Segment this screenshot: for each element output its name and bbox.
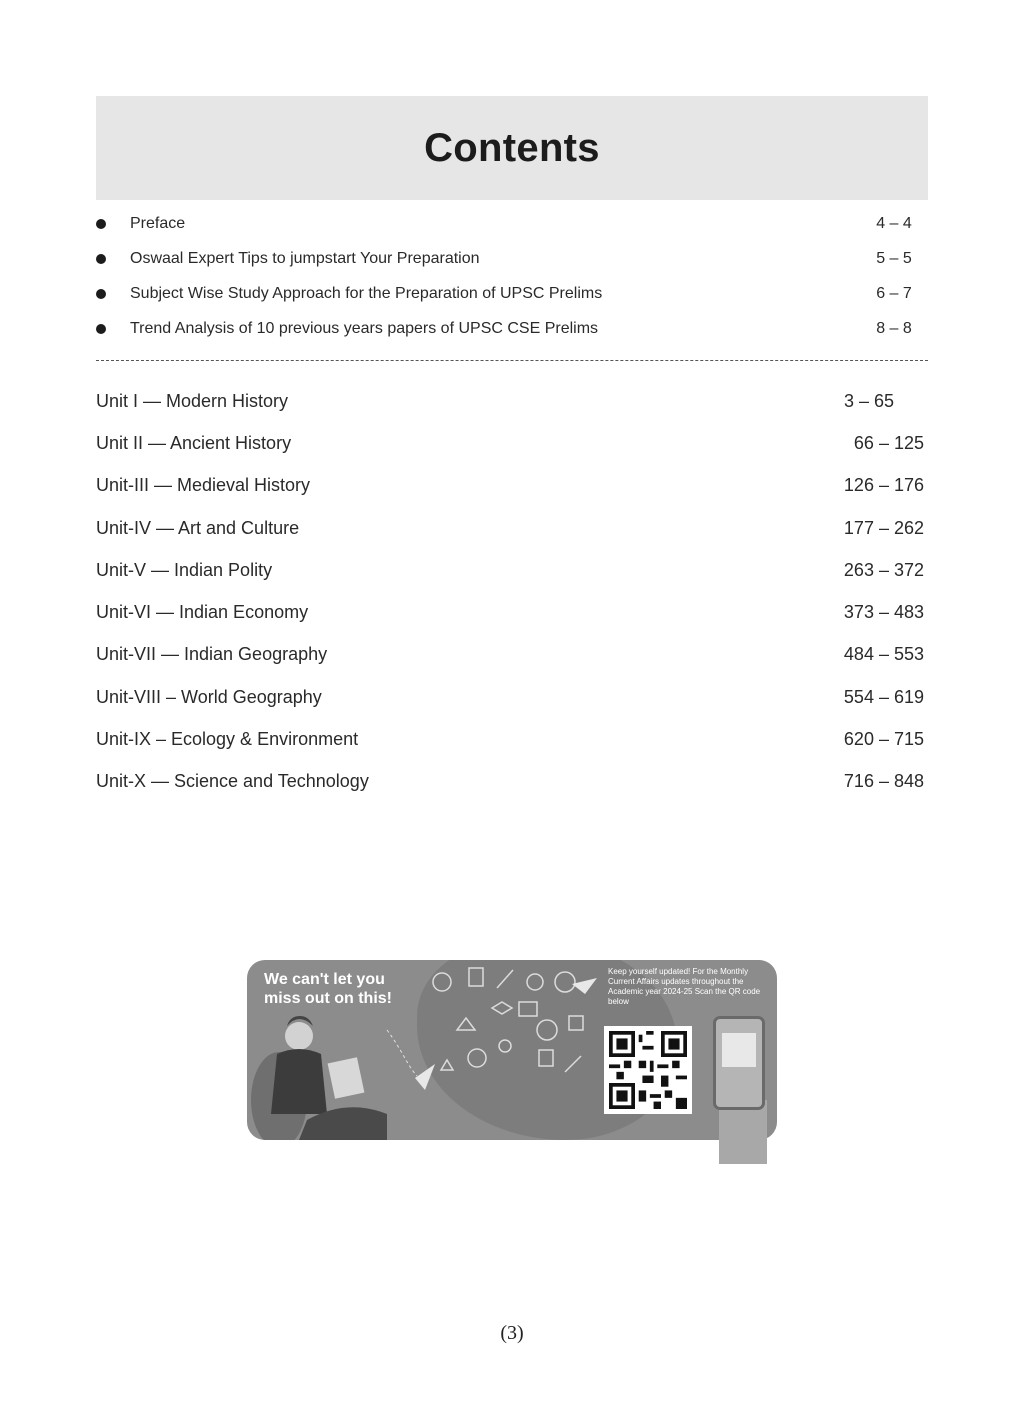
item-pages: 8 – 8	[876, 319, 912, 337]
unit-pages: 620 – 715	[843, 729, 924, 750]
paper-plane-icon	[572, 978, 597, 994]
book-icon	[328, 1057, 365, 1098]
item-title: Preface	[130, 214, 186, 232]
unit-pages: 3 – 65	[843, 390, 895, 411]
person-body	[271, 1049, 327, 1114]
qr-code[interactable]	[604, 1026, 692, 1114]
paper-plane-icon	[415, 1064, 435, 1090]
banner-note: Keep yourself updated! For the Monthly Current Affairs updates throughout the Academic year 2024-25 Scan the QR code below	[608, 967, 761, 1006]
person-head	[285, 1022, 313, 1050]
unit-entry[interactable]	[96, 380, 928, 422]
clock-icon	[433, 973, 451, 991]
front-matter-item[interactable]	[96, 206, 928, 241]
unit-title: Unit-IV — Art and Culture	[96, 517, 300, 538]
unit-pages: 373 – 483	[843, 602, 924, 623]
page-title: Contents	[424, 125, 600, 170]
flask-icon	[441, 1060, 453, 1070]
document-icon	[539, 1050, 553, 1066]
item-title: Subject Wise Study Approach for the Preparation of UPSC Prelims	[130, 284, 603, 302]
bullet-icon	[96, 254, 106, 264]
dashed-divider	[96, 360, 928, 361]
unit-pages: 263 – 372	[843, 559, 924, 580]
unit-entry[interactable]	[96, 465, 928, 507]
unit-entry[interactable]	[96, 676, 928, 718]
unit-pages: 177 – 262	[843, 517, 924, 538]
headline-line: miss out on this!	[264, 990, 392, 1007]
bullet-icon	[96, 324, 106, 334]
unit-title: Unit-VIII – World Geography	[96, 686, 322, 707]
gear-icon	[537, 1020, 557, 1040]
unit-title: Unit I — Modern History	[96, 390, 289, 411]
unit-pages: 554 – 619	[843, 686, 924, 707]
pencil-icon	[565, 1056, 581, 1072]
headline-line: We can't let you	[264, 971, 385, 988]
item-pages: 5 – 5	[876, 249, 912, 267]
unit-entry[interactable]	[96, 761, 928, 803]
item-pages: 6 – 7	[876, 284, 912, 302]
unit-pages: 126 – 176	[843, 475, 924, 496]
book-icon	[519, 1002, 537, 1016]
item-title: Oswaal Expert Tips to jumpstart Your Preparation	[130, 249, 480, 267]
pencil-icon	[497, 970, 513, 988]
front-matter-item[interactable]	[96, 311, 928, 346]
unit-entry[interactable]	[96, 507, 928, 549]
unit-pages: 716 – 848	[843, 771, 924, 792]
front-matter-list	[96, 206, 928, 346]
qr-code-icon	[609, 1031, 687, 1109]
unit-title: Unit-X — Science and Technology	[96, 771, 369, 792]
unit-entry[interactable]	[96, 549, 928, 591]
unit-entry[interactable]	[96, 422, 928, 464]
clock-icon	[468, 1049, 486, 1067]
document-icon	[469, 968, 483, 986]
units-list	[96, 380, 928, 803]
gear-icon	[499, 1040, 511, 1052]
unit-entry[interactable]	[96, 718, 928, 760]
calculator-icon	[569, 1016, 583, 1030]
unit-pages: 66 – 125	[853, 432, 924, 453]
unit-pages: 484 – 553	[843, 644, 924, 665]
clock-icon	[555, 972, 575, 992]
unit-title: Unit-VII — Indian Geography	[96, 644, 328, 665]
unit-entry[interactable]	[96, 634, 928, 676]
item-title: Trend Analysis of 10 previous years papers of UPSC CSE Prelims	[130, 319, 599, 337]
graduation-cap-icon	[492, 1002, 512, 1014]
bullet-icon	[96, 219, 106, 229]
front-matter-item[interactable]	[96, 276, 928, 311]
unit-title: Unit-IX – Ecology & Environment	[96, 729, 359, 750]
flask-icon	[527, 974, 543, 990]
bullet-icon	[96, 289, 106, 299]
contents-header	[96, 96, 928, 200]
unit-title: Unit-VI — Indian Economy	[96, 602, 309, 623]
qr-promo-banner[interactable]	[247, 960, 777, 1140]
unit-title: Unit II — Ancient History	[96, 432, 292, 453]
page-number: (3)	[500, 1322, 524, 1344]
triangle-ruler-icon	[457, 1018, 475, 1030]
front-matter-item[interactable]	[96, 241, 928, 276]
banner-headline	[264, 970, 414, 1008]
phone-icon	[713, 1016, 765, 1110]
phone-qr-screen	[722, 1033, 756, 1067]
unit-entry[interactable]	[96, 591, 928, 633]
banner-background	[247, 960, 777, 1140]
item-pages: 4 – 4	[876, 214, 912, 232]
unit-title: Unit-III — Medieval History	[96, 475, 311, 496]
unit-title: Unit-V — Indian Polity	[96, 559, 273, 580]
